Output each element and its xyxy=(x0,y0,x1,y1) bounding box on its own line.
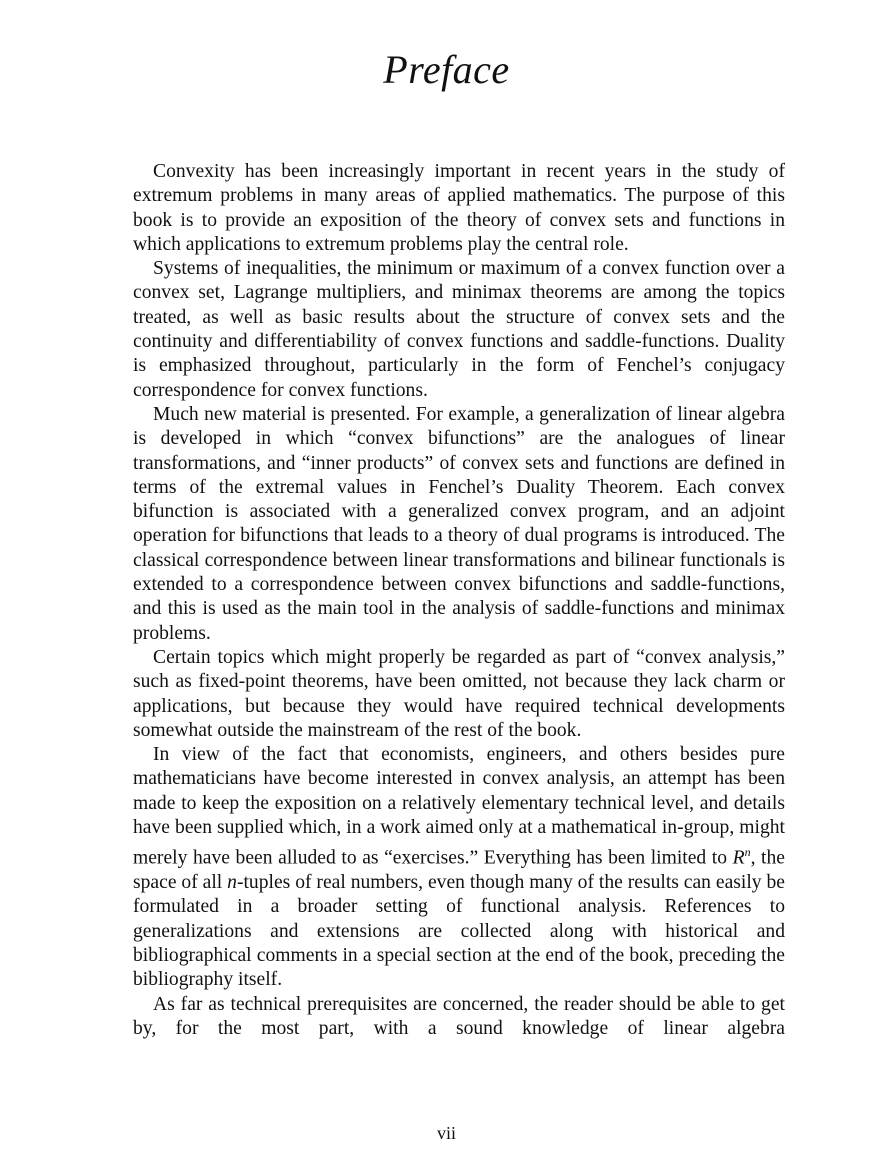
paragraph: Convexity has been increasingly important in recent years in the study of extremum problems in many areas of applied mathematics. The purpose of this book is to provide an exposition of the theory of convex sets and functions in which applications to extremum problems play the central role. xyxy=(133,161,785,255)
text-segment: -tuples of real numbers, even though many of the results can easily be formulated in a broader setting of functional analysis. References to generalizations and extensions are collected along with historical and bibliographical comments in a special section at the end of the book, preceding the bibliography itself. xyxy=(133,872,785,991)
paragraph: Much new material is presented. For example, a generalization of linear algebra is developed in which “convex bifunctions” are the analogues of linear transformations, and “inner products” of convex sets and functions are defined in terms of the extremal values in Fenchel’s Duality Theorem. Each convex bifunction is associated with a generalized convex program, and an adjoint operation for bifunctions that leads to a theory of dual programs is introduced. The classical correspondence between linear transformations and bilinear functionals is extended to a correspondence between convex bifunctions and saddle-functions, and this is used as the main tool in the analysis of saddle-functions and minimax problems. xyxy=(133,403,785,644)
math-superscript: n xyxy=(744,845,751,860)
math-symbol: n xyxy=(227,872,237,894)
paragraph xyxy=(133,743,785,993)
chapter-title: Preface xyxy=(383,47,510,92)
paragraph: Certain topics which might properly be regarded as part of “convex analysis,” such as fixed-point theorems, have been omitted, not because they lack charm or applications, but because they would have required technical developments somewhat outside the mainstream of the rest of the book. xyxy=(133,646,785,741)
paragraph: Systems of inequalities, the minimum or maximum of a convex function over a convex set, Lagrange multipliers, and minimax theorems are among the topics treated, as well as basic results about the structure of convex sets and the continuity and differentiability of convex functions and saddle-functions. Duality is emphasized throughout, particularly in the form of Fenchel’s conjugacy correspondence for convex functions. xyxy=(133,258,785,401)
text-segment: , the space of all xyxy=(133,847,785,894)
paragraph: As far as technical prerequisites are concerned, the reader should be able to get by, for the most part, with a sound knowledge of linear algebra xyxy=(133,993,785,1039)
body-text xyxy=(133,160,785,1041)
math-symbol: R xyxy=(732,847,745,869)
page-number: vii xyxy=(436,1123,456,1143)
text-segment: In view of the fact that economists, engineers, and others besides pure mathematicians have become interested in convex analysis, an attempt has been made to keep the exposition on a relatively elementary technical level, and details have been supplied which, in a work aimed only at a mathematical in-group, might merely have been alluded to as “exercises.” Everything has been limited to xyxy=(133,744,785,869)
